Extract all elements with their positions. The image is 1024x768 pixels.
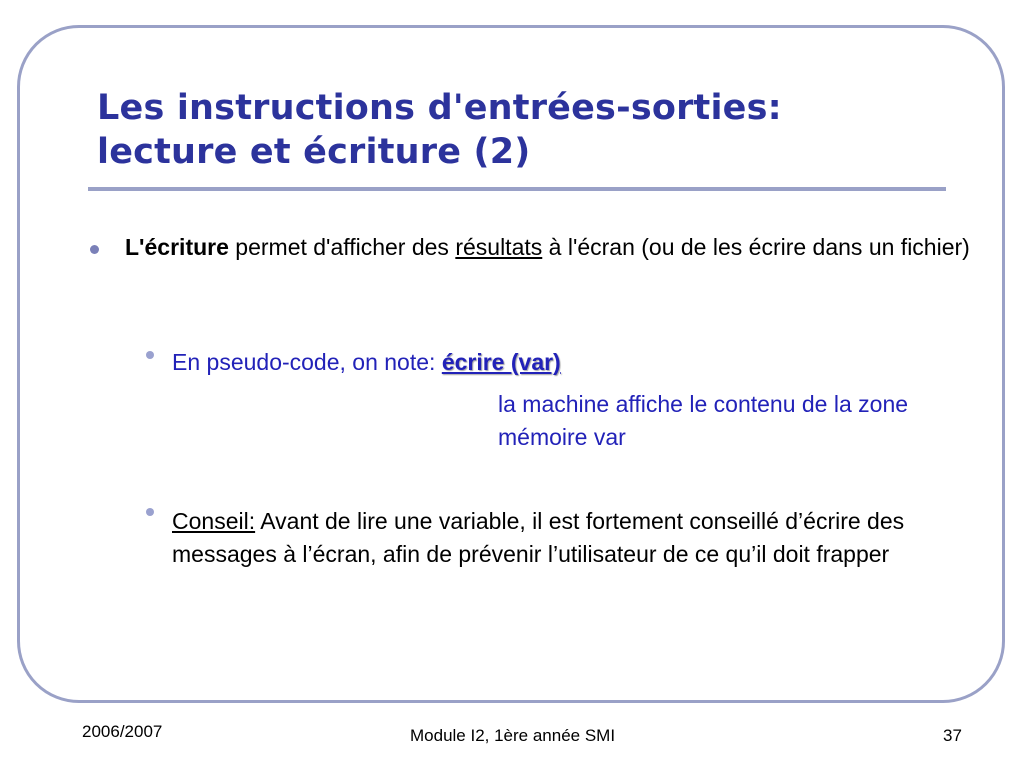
title-line-2: lecture et écriture (2) [97,132,531,172]
resultats-term: résultats [455,234,543,260]
footer-module: Module I2, 1ère année SMI [410,726,616,745]
pseudocode-explanation: la machine affiche le contenu de la zone mémoire var [498,391,909,450]
title-divider [88,187,946,191]
sub-bullet-pseudocode [172,346,952,379]
conseil-text: Avant de lire une variable, il est fortement conseillé d’écrire des messages à l’écran, afin de prévenir l’utilisateur de ce qu’il doit frapper [172,508,905,567]
bullet-dot-icon [90,245,99,254]
conseil-label: Conseil: [172,508,256,534]
title-line-1: Les instructions d'entrées-sorties: [97,88,782,128]
pseudocode-text: En pseudo-code, on note: [172,349,442,375]
sub-bullet-dot-icon [146,508,154,516]
slide-title [97,86,917,174]
footer-page-number: 37 [943,726,962,745]
ecriture-text-b: à l'écran (ou de les écrire dans un fichier) [542,234,970,260]
footer-date: 2006/2007 [82,722,163,741]
bullet-ecriture [125,231,985,264]
ecriture-term: L'écriture [125,234,229,260]
sub-bullet-dot-icon [146,351,154,359]
ecriture-text-a: permet d'afficher des [228,234,456,260]
pseudocode-instruction: écrire (var) [441,349,561,375]
sub-bullet-conseil [172,505,972,571]
